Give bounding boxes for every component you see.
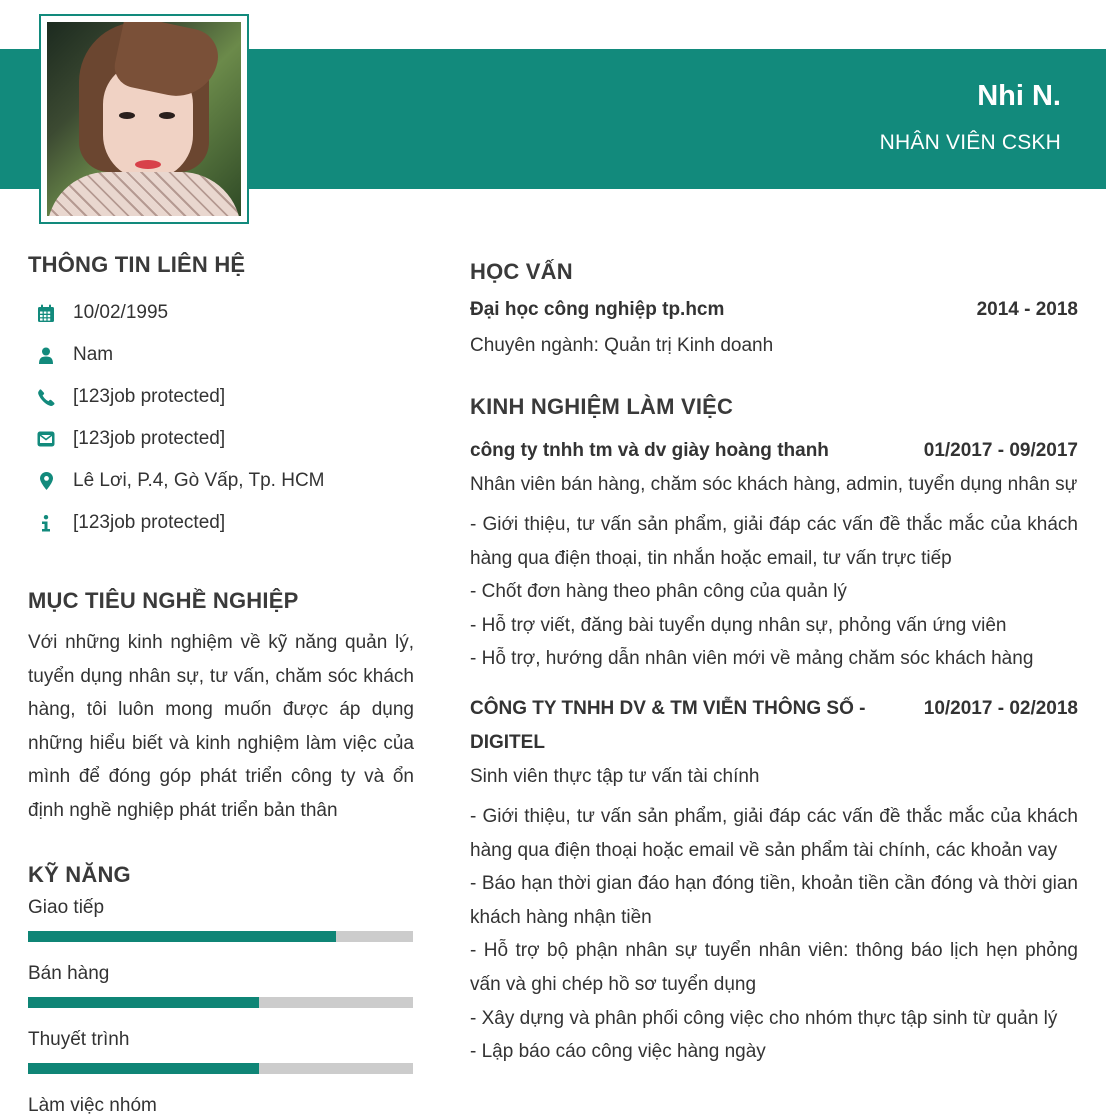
- contact-gender: Nam: [73, 344, 114, 365]
- avatar: [39, 14, 249, 224]
- contact-email[interactable]: [123job protected]: [73, 428, 226, 449]
- job-description: [470, 508, 1078, 676]
- contact-item-address: [28, 460, 414, 502]
- job-description-line: - Hỗ trợ viết, đăng bài tuyển dụng nhân sự, phỏng vấn ứng viên: [470, 614, 1007, 636]
- contact-birthday: 10/02/1995: [73, 302, 169, 323]
- contact-item-phone: [28, 376, 414, 418]
- left-column: [28, 252, 414, 1120]
- job-description-line: - Báo hạn thời gian đáo hạn đóng tiền, khoản tiền cần đóng và thời gian khách hàng nhận tiền: [470, 873, 1078, 928]
- skill-item: [28, 962, 414, 1008]
- contact-list: [28, 292, 414, 544]
- job-description-line: - Lập báo cáo công việc hàng ngày: [470, 1041, 766, 1063]
- skill-name: Bán hàng: [28, 962, 110, 984]
- section-title-experience: KINH NGHIỆM LÀM VIỆC: [470, 394, 734, 419]
- section-title-skills: KỸ NĂNG: [28, 861, 131, 887]
- skills-section: [28, 862, 414, 1120]
- skill-progress-bar: [28, 1063, 413, 1074]
- envelope-icon: [36, 429, 56, 449]
- job-role: Nhân viên bán hàng, chăm sóc khách hàng, admin, tuyển dụng nhân sự: [470, 474, 1078, 495]
- section-title-contact: THÔNG TIN LIÊN HỆ: [28, 252, 246, 277]
- candidate-title: NHÂN VIÊN CSKH: [879, 131, 1061, 154]
- job-description-line: - Giới thiệu, tư vấn sản phẩm, giải đáp các vấn đề thắc mắc của khách hàng qua điện thoại, tin nhắn hoặc email, tư vấn trực tiếp: [470, 514, 1078, 569]
- education-years: 2014 - 2018: [976, 299, 1078, 320]
- education-row: [470, 299, 1078, 321]
- job-header: [470, 434, 1078, 468]
- skill-name: Làm việc nhóm: [28, 1094, 157, 1116]
- job-description-line: - Chốt đơn hàng theo phân công của quản lý: [470, 581, 847, 603]
- skill-item: [28, 1094, 414, 1120]
- job-description: [470, 800, 1078, 1069]
- job-description-line: - Xây dựng và phân phối công việc cho nhóm thực tập sinh từ quản lý: [470, 1007, 1058, 1029]
- skill-progress-fill: [28, 1063, 259, 1074]
- section-title-education: HỌC VẤN: [470, 259, 573, 284]
- profile-photo: [47, 22, 241, 216]
- contact-phone[interactable]: [123job protected]: [73, 386, 226, 407]
- phone-icon: [36, 387, 56, 407]
- info-icon: [36, 513, 56, 533]
- candidate-name: Nhi N.: [977, 80, 1061, 112]
- contact-item-email: [28, 418, 414, 460]
- right-column: [470, 259, 1078, 1069]
- contact-section: [28, 252, 414, 544]
- contact-address: Lê Lơi, P.4, Gò Vấp, Tp. HCM: [73, 470, 325, 491]
- skill-name: Thuyết trình: [28, 1028, 130, 1050]
- section-title-objective: MỤC TIÊU NGHỀ NGHIỆP: [28, 588, 299, 613]
- user-icon: [36, 345, 56, 365]
- skill-progress-bar: [28, 931, 413, 942]
- skill-progress-bar: [28, 997, 413, 1008]
- job-description-line: - Hỗ trợ bộ phận nhân sự tuyển nhân viên: thông báo lịch hẹn phỏng vấn và ghi chép hồ sơ tuyển dụng: [470, 940, 1078, 995]
- objective-text: Với những kinh nghiệm về kỹ năng quản lý, tuyển dụng nhân sự, tư vấn, chăm sóc khách hàng, tôi luôn mong muốn được áp dụng những hiểu biết và kinh nghiệm làm việc của mình để đóng góp phát triển công ty và ổn định nghề nghiệp phát triển bản thân: [28, 632, 414, 821]
- job-description-line: - Hỗ trợ, hướng dẫn nhân viên mới về mảng chăm sóc khách hàng: [470, 648, 1034, 670]
- skill-progress-fill: [28, 931, 336, 942]
- calendar-icon: [36, 303, 56, 323]
- education-major: Chuyên ngành: Quản trị Kinh doanh: [470, 335, 774, 356]
- job-role: Sinh viên thực tập tư vấn tài chính: [470, 765, 760, 787]
- contact-item-birthday: [28, 292, 414, 334]
- job-date: 01/2017 - 09/2017: [923, 440, 1078, 461]
- job-date: 10/2017 - 02/2018: [923, 697, 1078, 719]
- skill-name: Giao tiếp: [28, 896, 105, 918]
- job-header: [470, 692, 1078, 760]
- experience-section: [470, 394, 1078, 1069]
- contact-item-gender: [28, 334, 414, 376]
- job-company: công ty tnhh tm và dv giày hoàng thanh: [470, 440, 829, 461]
- contact-item-info: [28, 502, 414, 544]
- skill-progress-fill: [28, 997, 259, 1008]
- map-marker-icon: [36, 471, 56, 491]
- objective-section: [28, 588, 414, 828]
- job-description-line: - Giới thiệu, tư vấn sản phẩm, giải đáp các vấn đề thắc mắc của khách hàng qua điện thoại hoặc email về sản phẩm tài chính, các khoản vay: [470, 805, 1078, 861]
- contact-info: [123job protected]: [73, 512, 226, 533]
- job-entry: [470, 434, 1078, 676]
- education-section: [470, 259, 1078, 357]
- job-company: CÔNG TY TNHH DV & TM VIỄN THÔNG SỐ - DIGITEL: [470, 697, 866, 753]
- skill-item: [28, 1028, 414, 1074]
- job-entry: [470, 692, 1078, 1069]
- education-school: Đại học công nghiệp tp.hcm: [470, 299, 725, 320]
- skill-item: [28, 896, 414, 942]
